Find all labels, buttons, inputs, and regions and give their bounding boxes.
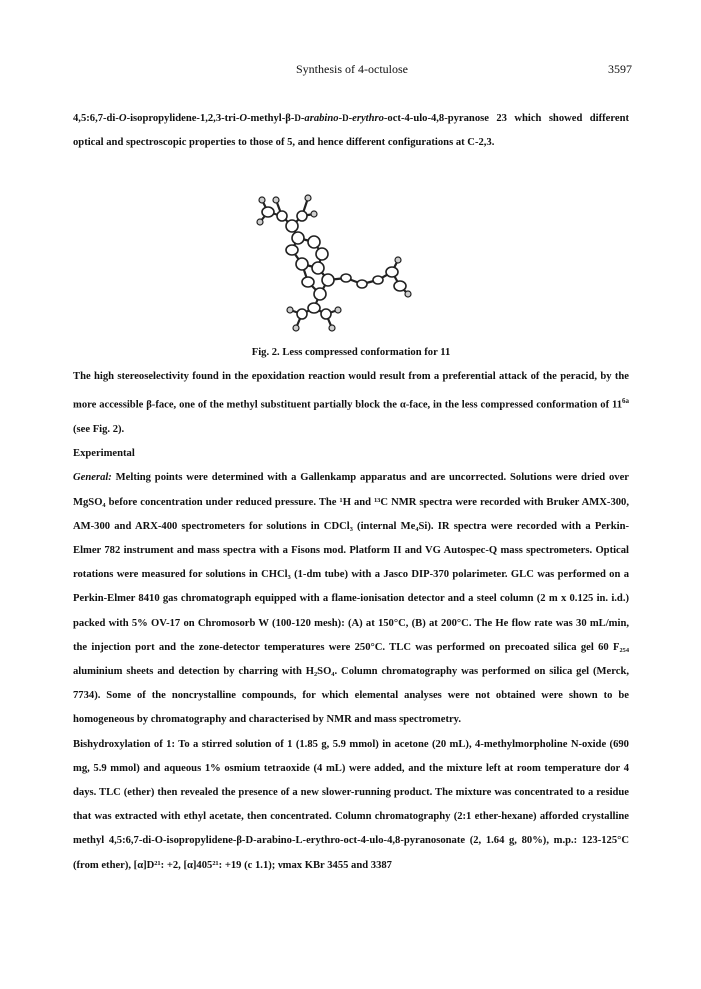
intro-italic: O [239,113,248,124]
running-head [72,62,632,80]
intro-text: -methyl-β- [247,113,295,124]
discussion-text: The high stereoselectivity found in the epoxidation reaction would result from a preferential attack of the peracid, by the more accessible β-face, one of the methyl substituent partially block the α-face, in the less compressed conformation of [73,371,629,411]
general-text: Melting points were determined with a Gallenkamp apparatus and are uncorrected. Solutions were dried over MgSO₄ before concentration under reduced pressure. The ¹H and ¹³C NMR spectra were recorded with Bruker AMX-300, AM-300 and ARX-400 spectrometers for solutions in CDCl₃ (internal Me₄Si). IR spectra were recorded with a Perkin-Elmer 782 instrument and mass spectra with a Fisons mod. Platform II and VG Autospec-Q mass spectrometers. Optical rotations were measured for solutions in CHCl₃ (1-dm tube) with a Jasco DIP-370 polarimeter. GLC was performed on a Perkin-Elmer 8410 gas chromatograph equipped with a flame-ionisation detector and a steel column (2 m x 0.125 in. i.d.) packed with 5% OV-17 on Chromosorb W (100-120 mesh): (A) at 150°C, (B) at 200°C. The He flow rate was 30 mL/min, the injection port and the zone-detector temperatures were 250°C. TLC was performed on precoated silica gel 60 F₂₅₄ aluminium sheets and detection by charring with H₂SO₄. Column chromatography was performed on silica gel (Merck, 7734). Some of the noncrystalline compounds, for which elemental analyses were not obtained were shown to be homogeneous by chromatography and characterised by NMR and mass spectrometry. [73,472,629,726]
intro-italic: O [118,113,127,124]
general-label: General: [73,472,112,484]
intro-paragraph [73,106,629,155]
discussion-text: (see Fig. 2). [73,423,125,435]
intro-text: - [300,113,305,124]
intro-text: - [348,113,353,124]
page-number: 3597 [608,62,632,76]
intro-italic: arabino [304,113,339,124]
main-text [73,365,629,878]
reference-superscript: 6a [622,397,629,406]
intro-text: -oct-4-ulo-4,8-pyranose [383,113,497,124]
intro-smallcap: D [294,113,301,123]
compound-number: 23 [496,113,507,124]
intro-text: - [338,113,343,124]
compound-number: 5 [287,137,293,149]
intro-text: which showed different optical and spectroscopic properties to those of [73,113,629,149]
intro-text: , and hence different configurations at C-2,3. [292,137,495,149]
intro-text: 4,5:6,7-di- [73,113,119,124]
compound-number: 11 [611,399,622,411]
intro-italic: erythro [352,113,384,124]
running-head-title: Synthesis of 4-octulose [296,62,408,76]
bishydroxylation-text: To a stirred solution of 1 (1.85 g, 5.9 mmol) in acetone (20 mL), 4-methylmorpholine N-oxide (690 mg, 5.9 mmol) and aqueous 1% osmium tetraoxide (4 mL) were added, and the mixture left at room temperature dor 4 days. TLC (ether) then revealed the presence of a new slower-running product. The mixture was concentrated to a residue that was extracted with ethyl acetate, then concentrated. Column chromatography (2:1 ether-hexane) afforded crystalline methyl 4,5:6,7-di-O-isopropylidene-β-D-arabino-L-erythro-oct-4-ulo-4,8-pyranosonate (2, 1.64 g, 80%), m.p.: 123-125°C (from ether), [α]D²¹: +2, [α]405²¹: +19 (c 1.1); νmax KBr 3455 and 3387 [73,738,629,871]
bishydroxylation-label: Bishydroxylation of 1: [73,738,175,750]
bishydroxylation-paragraph [73,733,629,878]
ortep-molecule-figure [222,186,472,341]
discussion-paragraph [73,365,629,442]
intro-text: -isopropylidene-1,2,3-tri- [126,113,240,124]
section-heading-experimental: Experimental [73,448,135,460]
intro-smallcap: D [342,113,349,123]
general-paragraph [73,466,629,732]
figure-caption: Fig. 2. Less compressed conformation for 11 [251,347,451,358]
